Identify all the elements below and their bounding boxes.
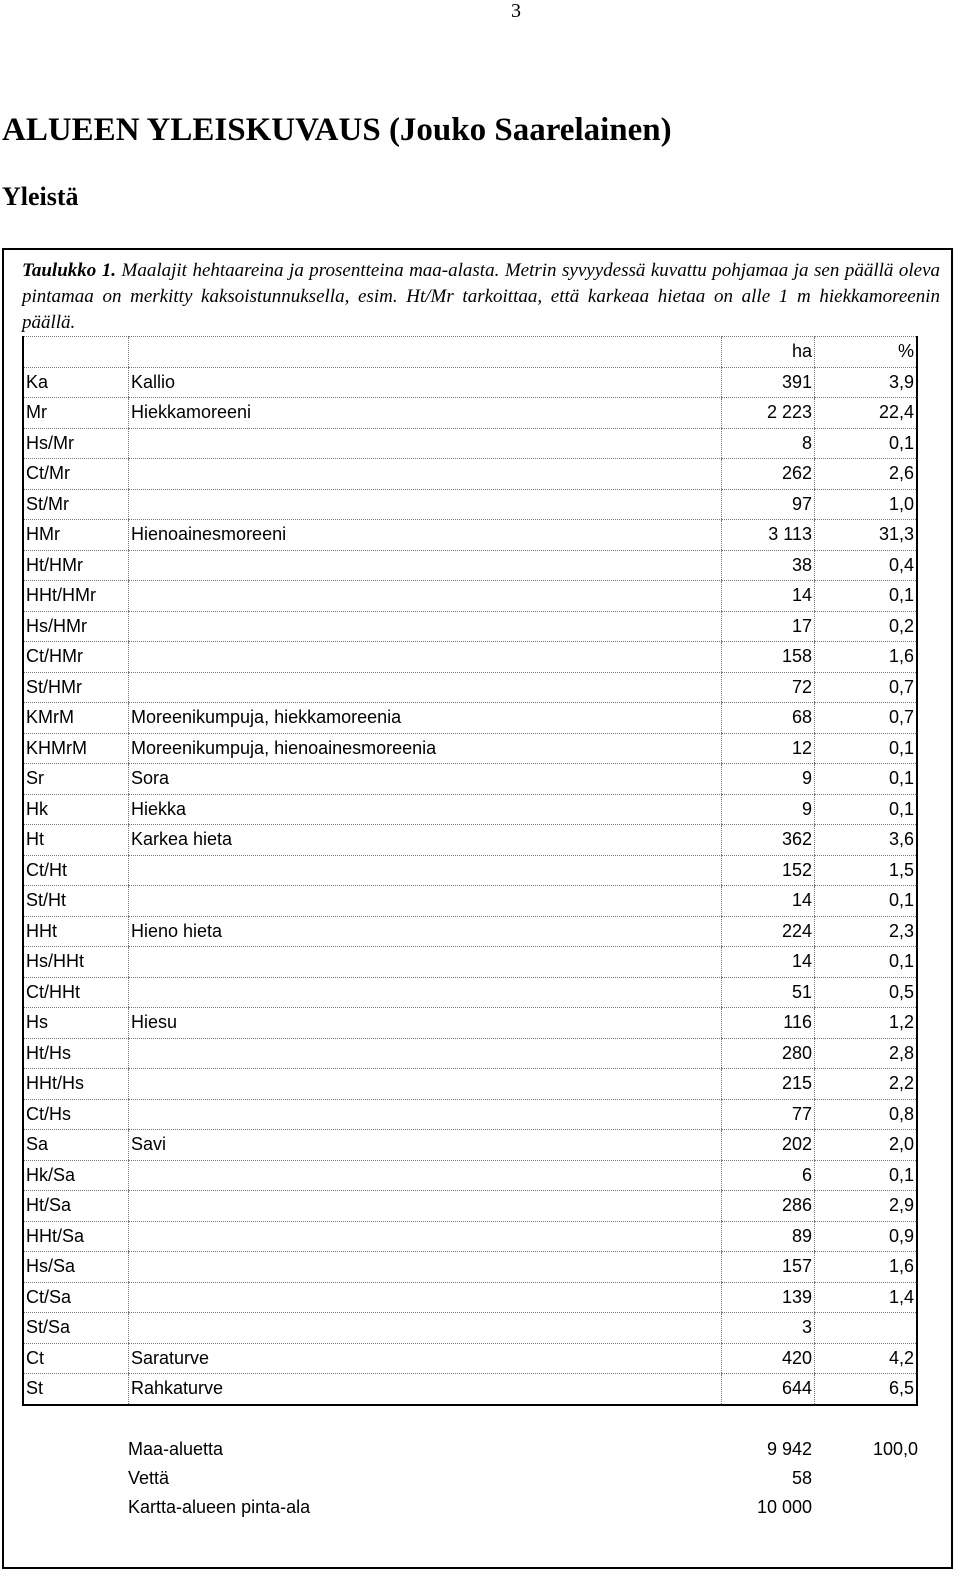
soil-code-cell: Ka xyxy=(23,367,129,398)
soil-name-cell xyxy=(129,642,722,673)
caption-label: Taulukko 1. xyxy=(22,260,117,281)
hectares-cell: 215 xyxy=(722,1069,815,1100)
table-row xyxy=(23,1130,917,1161)
table-row xyxy=(23,367,917,398)
table-row xyxy=(23,1221,917,1252)
soil-code-cell: Sr xyxy=(23,764,129,795)
table-row xyxy=(23,1099,917,1130)
header-percent: % xyxy=(815,337,918,368)
percent-cell: 0,5 xyxy=(815,977,918,1008)
summary-label: Kartta-alueen pinta-ala xyxy=(128,1497,311,1517)
hectares-cell: 420 xyxy=(722,1343,815,1374)
caption-text: Maalajit hehtaareina ja prosentteina maa-alasta. Metrin syvyydessä kuvattu pohjamaa ja sen päällä oleva pintamaa on merkitty kaksoistunnuksella, esim. Ht/Mr tarkoittaa, että karkeaa hietaa on alle 1 m hiekkamoreenin päällä. xyxy=(22,260,941,333)
soil-name-cell xyxy=(129,1069,722,1100)
hectares-cell: 77 xyxy=(722,1099,815,1130)
soil-name-cell: Hiekka xyxy=(129,794,722,825)
soil-name-cell: Moreenikumpuja, hienoainesmoreenia xyxy=(129,733,722,764)
summary-percent: 100,0 xyxy=(872,1439,918,1459)
soil-name-cell xyxy=(129,1099,722,1130)
hectares-cell: 286 xyxy=(722,1191,815,1222)
table-header-row xyxy=(23,337,917,368)
soil-code-cell: Ht/Hs xyxy=(23,1038,129,1069)
table-row xyxy=(23,1008,917,1039)
percent-cell: 0,1 xyxy=(815,764,918,795)
table-row xyxy=(23,733,917,764)
header-name xyxy=(129,337,722,368)
hectares-cell: 224 xyxy=(722,916,815,947)
soil-name-cell xyxy=(129,1313,722,1344)
table-row xyxy=(23,1160,917,1191)
soil-code-cell: Sa xyxy=(23,1130,129,1161)
summary-row xyxy=(128,1438,918,1467)
table-row xyxy=(23,794,917,825)
soil-name-cell: Savi xyxy=(129,1130,722,1161)
soil-name-cell: Karkea hieta xyxy=(129,825,722,856)
soil-code-cell: KMrM xyxy=(23,703,129,734)
hectares-cell: 12 xyxy=(722,733,815,764)
summary-block xyxy=(128,1438,918,1525)
soil-name-cell xyxy=(129,1282,722,1313)
table-row xyxy=(23,1374,917,1405)
table-row xyxy=(23,764,917,795)
table-row xyxy=(23,398,917,429)
soil-code-cell: Hs/HMr xyxy=(23,611,129,642)
table-row xyxy=(23,1191,917,1222)
table-row xyxy=(23,855,917,886)
soil-code-cell: Ct/HHt xyxy=(23,977,129,1008)
hectares-cell: 3 113 xyxy=(722,520,815,551)
summary-row xyxy=(128,1467,918,1496)
soil-code-cell: HMr xyxy=(23,520,129,551)
percent-cell: 0,1 xyxy=(815,886,918,917)
soil-name-cell: Rahkaturve xyxy=(129,1374,722,1405)
percent-cell: 0,1 xyxy=(815,1160,918,1191)
percent-cell: 22,4 xyxy=(815,398,918,429)
soil-name-cell xyxy=(129,977,722,1008)
percent-cell: 2,0 xyxy=(815,1130,918,1161)
percent-cell: 1,2 xyxy=(815,1008,918,1039)
soil-code-cell: Hs xyxy=(23,1008,129,1039)
percent-cell: 0,7 xyxy=(815,672,918,703)
summary-row xyxy=(128,1496,918,1525)
hectares-cell: 362 xyxy=(722,825,815,856)
percent-cell: 0,1 xyxy=(815,947,918,978)
percent-cell xyxy=(815,1313,918,1344)
hectares-cell: 8 xyxy=(722,428,815,459)
table-caption xyxy=(22,258,940,336)
percent-cell: 2,2 xyxy=(815,1069,918,1100)
percent-cell: 1,0 xyxy=(815,489,918,520)
percent-cell: 1,5 xyxy=(815,855,918,886)
summary-hectares: 9 942 xyxy=(766,1439,812,1459)
percent-cell: 0,1 xyxy=(815,794,918,825)
percent-cell: 3,9 xyxy=(815,367,918,398)
header-ha: ha xyxy=(722,337,815,368)
soil-code-cell: Ht xyxy=(23,825,129,856)
hectares-cell: 38 xyxy=(722,550,815,581)
hectares-cell: 17 xyxy=(722,611,815,642)
soil-name-cell xyxy=(129,1038,722,1069)
soil-name-cell xyxy=(129,550,722,581)
soil-name-cell: Hiesu xyxy=(129,1008,722,1039)
summary-hectares: 58 xyxy=(791,1468,812,1488)
percent-cell: 0,7 xyxy=(815,703,918,734)
hectares-cell: 72 xyxy=(722,672,815,703)
soil-name-cell: Moreenikumpuja, hiekkamoreenia xyxy=(129,703,722,734)
soil-name-cell xyxy=(129,1191,722,1222)
soil-name-cell xyxy=(129,947,722,978)
soil-code-cell: St/Ht xyxy=(23,886,129,917)
summary-hectares: 10 000 xyxy=(756,1497,812,1517)
soil-name-cell xyxy=(129,489,722,520)
soil-code-cell: HHt/Hs xyxy=(23,1069,129,1100)
soil-code-cell: St/Sa xyxy=(23,1313,129,1344)
table-row xyxy=(23,489,917,520)
table-body xyxy=(23,367,917,1405)
table-row xyxy=(23,703,917,734)
soil-name-cell xyxy=(129,855,722,886)
summary-label: Vettä xyxy=(128,1468,170,1488)
soil-code-cell: Ht/Sa xyxy=(23,1191,129,1222)
hectares-cell: 14 xyxy=(722,947,815,978)
soil-code-cell: HHt/Sa xyxy=(23,1221,129,1252)
hectares-cell: 158 xyxy=(722,642,815,673)
soil-name-cell: Hiekkamoreeni xyxy=(129,398,722,429)
soil-name-cell: Sora xyxy=(129,764,722,795)
hectares-cell: 139 xyxy=(722,1282,815,1313)
soil-code-cell: Ct/Ht xyxy=(23,855,129,886)
hectares-cell: 9 xyxy=(722,764,815,795)
hectares-cell: 116 xyxy=(722,1008,815,1039)
section-heading: Yleistä xyxy=(2,182,79,211)
soil-name-cell xyxy=(129,1252,722,1283)
hectares-cell: 89 xyxy=(722,1221,815,1252)
hectares-cell: 391 xyxy=(722,367,815,398)
percent-cell: 1,6 xyxy=(815,1252,918,1283)
soil-name-cell xyxy=(129,428,722,459)
percent-cell: 0,1 xyxy=(815,733,918,764)
header-code xyxy=(23,337,129,368)
soil-code-cell: Ct/Mr xyxy=(23,459,129,490)
soil-code-cell: HHt xyxy=(23,916,129,947)
percent-cell: 3,6 xyxy=(815,825,918,856)
soil-name-cell: Hieno hieta xyxy=(129,916,722,947)
hectares-cell: 14 xyxy=(722,886,815,917)
percent-cell: 2,6 xyxy=(815,459,918,490)
soil-name-cell: Saraturve xyxy=(129,1343,722,1374)
table-row xyxy=(23,459,917,490)
percent-cell: 0,2 xyxy=(815,611,918,642)
table-row xyxy=(23,642,917,673)
table-row xyxy=(23,825,917,856)
table-row xyxy=(23,1252,917,1283)
soil-name-cell xyxy=(129,672,722,703)
soil-name-cell xyxy=(129,886,722,917)
table-row xyxy=(23,1282,917,1313)
soil-code-cell: Ct/HMr xyxy=(23,642,129,673)
hectares-cell: 6 xyxy=(722,1160,815,1191)
percent-cell: 4,2 xyxy=(815,1343,918,1374)
table-row xyxy=(23,916,917,947)
hectares-cell: 644 xyxy=(722,1374,815,1405)
percent-cell: 0,8 xyxy=(815,1099,918,1130)
soil-code-cell: KHMrM xyxy=(23,733,129,764)
hectares-cell: 3 xyxy=(722,1313,815,1344)
table-row xyxy=(23,947,917,978)
hectares-cell: 157 xyxy=(722,1252,815,1283)
hectares-cell: 14 xyxy=(722,581,815,612)
soil-code-cell: Ct/Sa xyxy=(23,1282,129,1313)
percent-cell: 0,9 xyxy=(815,1221,918,1252)
soil-code-cell: Ct/Hs xyxy=(23,1099,129,1130)
hectares-cell: 68 xyxy=(722,703,815,734)
page-number: 3 xyxy=(511,0,521,22)
table-row xyxy=(23,611,917,642)
soil-name-cell xyxy=(129,1221,722,1252)
soil-name-cell xyxy=(129,611,722,642)
soil-code-cell: Hk xyxy=(23,794,129,825)
table-row xyxy=(23,581,917,612)
percent-cell: 1,6 xyxy=(815,642,918,673)
table-row xyxy=(23,520,917,551)
soil-code-cell: Ct xyxy=(23,1343,129,1374)
soil-name-cell: Kallio xyxy=(129,367,722,398)
hectares-cell: 51 xyxy=(722,977,815,1008)
hectares-cell: 2 223 xyxy=(722,398,815,429)
table-row xyxy=(23,428,917,459)
hectares-cell: 280 xyxy=(722,1038,815,1069)
percent-cell: 31,3 xyxy=(815,520,918,551)
hectares-cell: 9 xyxy=(722,794,815,825)
table-row xyxy=(23,1069,917,1100)
percent-cell: 6,5 xyxy=(815,1374,918,1405)
percent-cell: 0,4 xyxy=(815,550,918,581)
soil-code-cell: Hs/HHt xyxy=(23,947,129,978)
soil-name-cell xyxy=(129,581,722,612)
percent-cell: 0,1 xyxy=(815,428,918,459)
soil-name-cell xyxy=(129,459,722,490)
soil-type-table xyxy=(22,336,918,1406)
soil-code-cell: St/Mr xyxy=(23,489,129,520)
hectares-cell: 97 xyxy=(722,489,815,520)
soil-code-cell: St/HMr xyxy=(23,672,129,703)
percent-cell: 0,1 xyxy=(815,581,918,612)
soil-code-cell: Hk/Sa xyxy=(23,1160,129,1191)
soil-code-cell: Hs/Mr xyxy=(23,428,129,459)
soil-code-cell: Ht/HMr xyxy=(23,550,129,581)
percent-cell: 1,4 xyxy=(815,1282,918,1313)
table-row xyxy=(23,1343,917,1374)
soil-code-cell: St xyxy=(23,1374,129,1405)
soil-code-cell: HHt/HMr xyxy=(23,581,129,612)
table-row xyxy=(23,550,917,581)
hectares-cell: 202 xyxy=(722,1130,815,1161)
table-row xyxy=(23,1313,917,1344)
percent-cell: 2,9 xyxy=(815,1191,918,1222)
table-row xyxy=(23,977,917,1008)
percent-cell: 2,3 xyxy=(815,916,918,947)
table-row xyxy=(23,672,917,703)
summary-label: Maa-aluetta xyxy=(128,1439,224,1459)
table-row xyxy=(23,886,917,917)
soil-code-cell: Mr xyxy=(23,398,129,429)
hectares-cell: 152 xyxy=(722,855,815,886)
percent-cell: 2,8 xyxy=(815,1038,918,1069)
table-row xyxy=(23,1038,917,1069)
hectares-cell: 262 xyxy=(722,459,815,490)
soil-name-cell xyxy=(129,1160,722,1191)
page-title: ALUEEN YLEISKUVAUS (Jouko Saarelainen) xyxy=(2,112,672,148)
soil-name-cell: Hienoainesmoreeni xyxy=(129,520,722,551)
soil-code-cell: Hs/Sa xyxy=(23,1252,129,1283)
